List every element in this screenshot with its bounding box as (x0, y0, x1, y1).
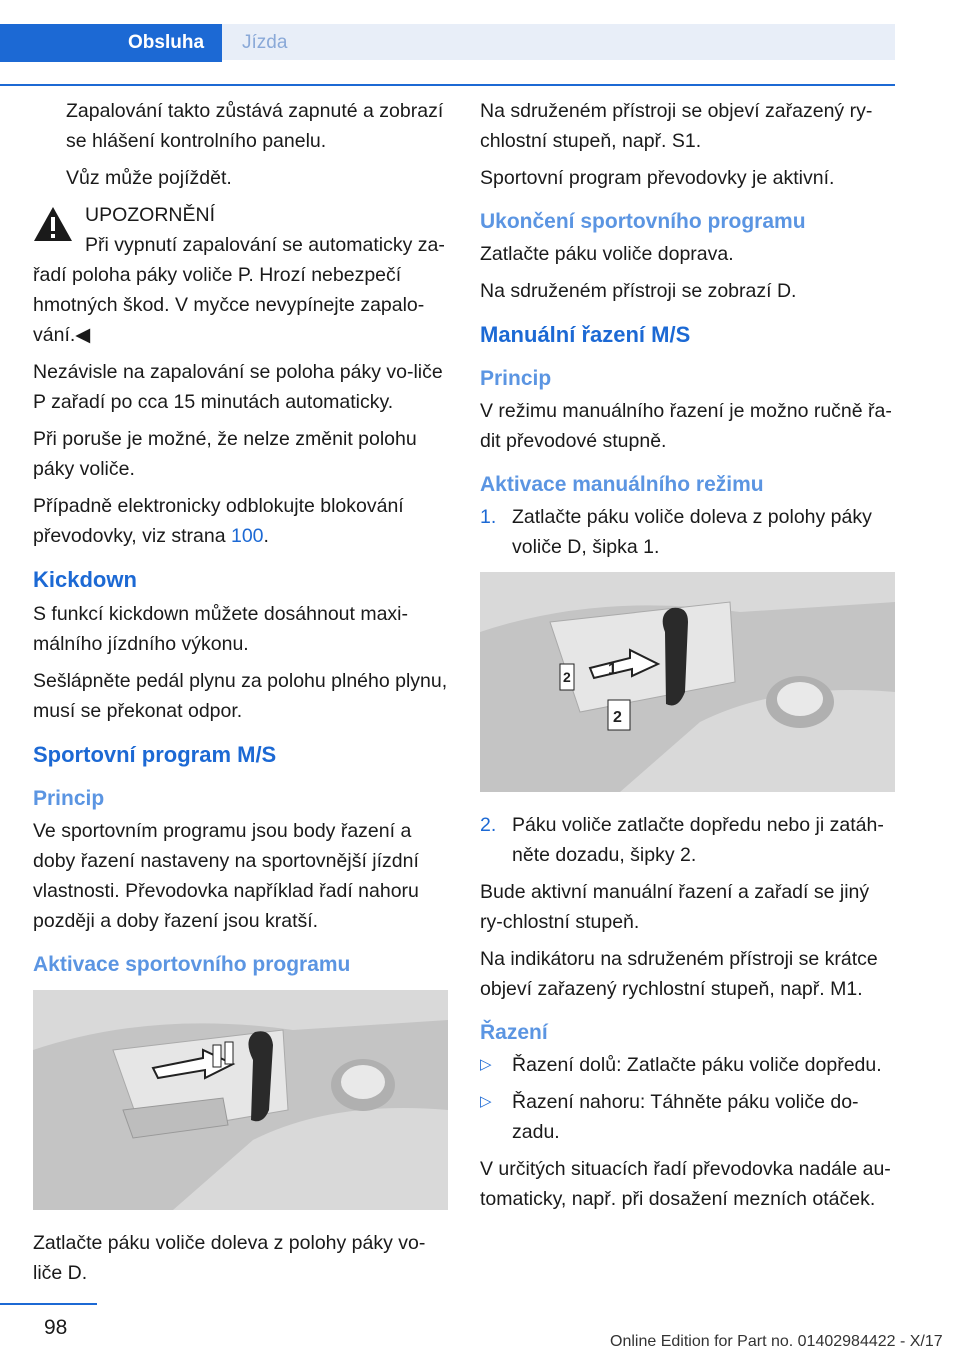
paragraph: S funkcí kickdown můžete dosáhnout maxi-málního jízdního výkonu. (33, 603, 409, 655)
paragraph: Sešlápněte pedál plynu za polohu plného plynu, musí se překonat odpor. (33, 670, 448, 722)
gear-selector-illustration (33, 990, 448, 1210)
paragraph: Sportovní program převodovky je aktivní. (480, 167, 835, 189)
list-item (480, 1050, 895, 1080)
paragraph: V režimu manuálního řazení je možno ručně řa-dit převodové stupně. (480, 400, 892, 452)
heading-activate-sport: Aktivace sportovního programu (33, 953, 351, 976)
gear-selector-manual-illustration (480, 572, 895, 792)
heading-kickdown: Kickdown (33, 567, 137, 592)
gear-selector-manual-image (480, 572, 895, 792)
steps-list (480, 502, 895, 562)
step-number: 1. (480, 506, 497, 528)
page-link[interactable]: 100 (230, 525, 264, 547)
section-tabs (0, 24, 895, 62)
paragraph (33, 491, 448, 551)
paragraph: V určitých situacích řadí převodovka nadále au-tomaticky, např. při dosažení mezních otáček. (480, 1158, 891, 1210)
tab-obsluha[interactable]: Obsluha (0, 24, 222, 62)
right-column (480, 96, 895, 1221)
arrow-label: 1 (608, 661, 617, 678)
step-text: Zatlačte páku voliče doleva z polohy páky voliče D, šipka 1. (512, 506, 872, 558)
bullet-list (480, 1050, 895, 1147)
paragraph: Při poruše je možné, že nelze změnit polohu páky voliče. (33, 428, 417, 480)
gear-selector-image (33, 990, 448, 1210)
step-text: Páku voliče zatlačte dopředu nebo ji zatáh-něte dozadu, šipky 2. (512, 814, 884, 866)
paragraph-text: . (263, 525, 269, 547)
paragraph: Na sdruženém přístroji se objeví zařazený ry-chlostní stupeň, např. S1. (480, 100, 873, 152)
heading-end-sport: Ukončení sportovního programu (480, 210, 806, 233)
tab-divider (0, 84, 895, 86)
bullet-text: Řazení dolů: Zatlačte páku voliče dopředu. (512, 1054, 882, 1076)
paragraph: Na sdruženém přístroji se zobrazí D. (480, 280, 797, 302)
warning-line: Při vypnutí zapalování se automaticky za- (85, 234, 445, 256)
list-item (480, 1087, 895, 1147)
step-number: 2. (480, 814, 497, 836)
paragraph: Zapalování takto zůstává zapnuté a zobrazí se hlášení kontrolního panelu. (66, 100, 444, 152)
paragraph: Na indikátoru na sdruženém přístroji se krátce objeví zařazený rychlostní stupeň, např. M1. (480, 948, 878, 1000)
left-column (33, 96, 448, 1295)
page-number: 98 (44, 1316, 68, 1339)
paragraph: Ve sportovním programu jsou body řazení a doby řazení nastaveny na sportovnější jízdní vlastnosti. Převodovka například řadí nahoru později a doby řazení jsou kratší. (33, 820, 419, 932)
steps-list (480, 810, 895, 870)
tab-jizda[interactable]: Jízda (222, 24, 895, 60)
edition-note: Online Edition for Part no. 01402984422 - X/17 (610, 1333, 943, 1350)
footer-divider (0, 1303, 97, 1305)
bullet-triangle-icon: ▷ (480, 1056, 492, 1073)
paragraph: Zatlačte páku voliče doprava. (480, 243, 734, 265)
figure-caption: Zatlačte páku voliče doleva z polohy páky vo-liče D. (33, 1232, 426, 1284)
warning-text: řadí poloha páky voliče P. Hrozí nebezpečí hmotných škod. V myčce nevypínejte zapalo-vání.◀ (33, 264, 425, 346)
list-item (480, 810, 895, 870)
warning-box (33, 200, 448, 350)
bullet-text: Řazení nahoru: Táhněte páku voliče do-zadu. (512, 1091, 859, 1143)
heading-manual: Manuální řazení M/S (480, 322, 691, 347)
paragraph: Bude aktivní manuální řazení a zařadí se jiný ry-chlostní stupeň. (480, 881, 870, 933)
list-item (480, 502, 895, 562)
warning-title: UPOZORNĚNÍ (85, 204, 216, 226)
heading-sport-program: Sportovní program M/S (33, 742, 277, 767)
warning-triangle-icon (33, 206, 73, 242)
heading-princip: Princip (33, 787, 105, 810)
heading-activate-manual: Aktivace manuálního režimu (480, 473, 764, 496)
heading-princip: Princip (480, 367, 552, 390)
paragraph: Vůz může pojíždět. (66, 167, 232, 189)
arrow-label: 2 (613, 709, 622, 726)
paragraph: Nezávisle na zapalování se poloha páky vo-liče P zařadí po cca 15 minutách automaticky. (33, 361, 443, 413)
arrow-label: 2 (563, 669, 571, 685)
heading-razeni: Řazení (480, 1021, 548, 1044)
bullet-triangle-icon: ▷ (480, 1093, 492, 1110)
paragraph-text: Případně elektronicky odblokujte blokování převodovky, viz strana (33, 495, 404, 547)
